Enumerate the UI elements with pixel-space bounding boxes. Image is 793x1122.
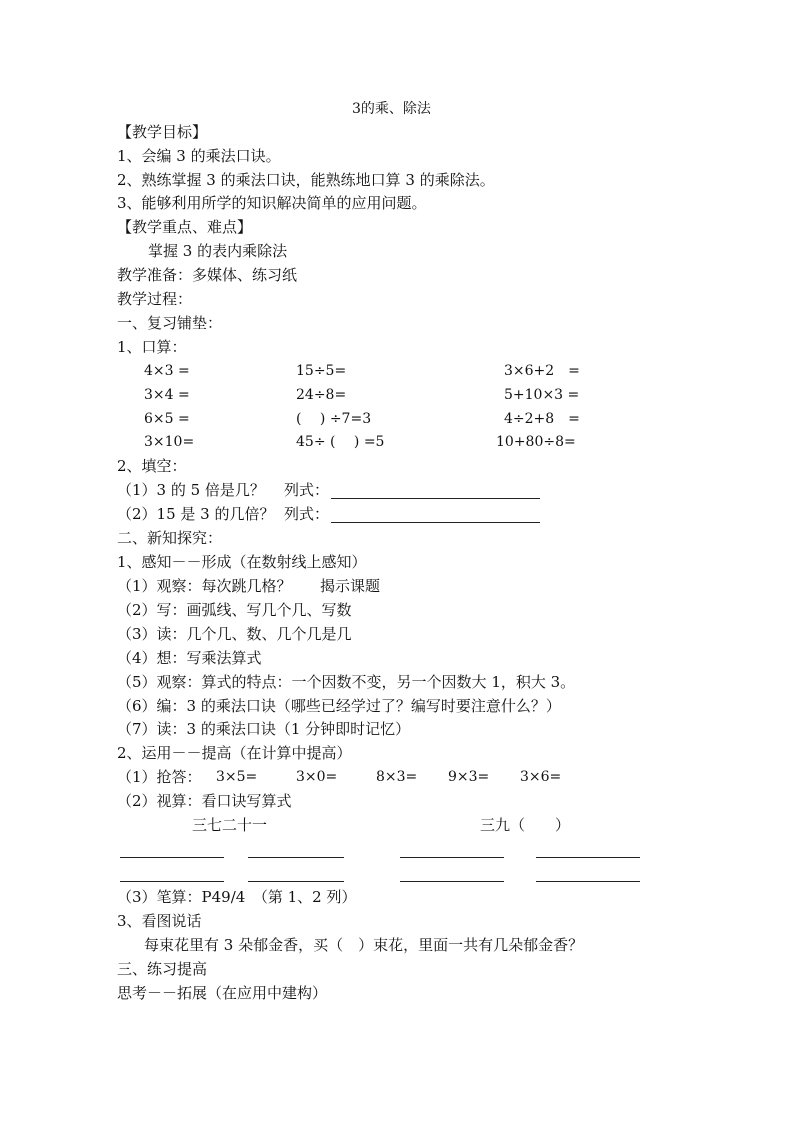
- step-4: （4）想：写乘法算式: [117, 649, 262, 667]
- answer-line[interactable]: [331, 522, 540, 523]
- goal-3: 3、能够利用所学的知识解决简单的应用问题。: [117, 194, 427, 212]
- answer-line[interactable]: [120, 857, 224, 858]
- sense-heading: 1、感知－－形成（在数射线上感知）: [117, 553, 367, 571]
- key-text: 掌握 3 的表内乘除法: [148, 242, 288, 260]
- fill-question-1: （1）3 的 5 倍是几？: [117, 481, 265, 499]
- oral-calc-heading: 1、口算：: [117, 338, 187, 356]
- oral-cell: 3×4 =: [144, 387, 190, 403]
- oral-cell: 15÷5=: [296, 363, 347, 379]
- oral-cell: 3×6+2 =: [504, 363, 580, 379]
- fill-heading: 2、填空：: [117, 457, 187, 475]
- oral-cell: 5+10×3 =: [504, 387, 580, 403]
- step-7: （7）读：3 的乘法口诀（1 分钟即时记忆）: [117, 720, 411, 738]
- written-calc: （3）笔算：P49/4 （第 1、2 列）: [117, 888, 357, 906]
- rhyme-1: 三七二十一: [192, 816, 268, 834]
- part-1-heading: 一、复习铺垫：: [117, 314, 223, 332]
- step-3: （3）读：几个几、数、几个几是几: [117, 625, 352, 643]
- quick-item: 9×3=: [448, 769, 490, 785]
- quick-label: （1）抢答：: [117, 768, 202, 786]
- oral-cell: 24÷8=: [296, 387, 347, 403]
- answer-line[interactable]: [120, 881, 224, 882]
- quick-item: 3×6=: [520, 769, 562, 785]
- oral-cell: 10+80÷8=: [496, 434, 576, 450]
- answer-line[interactable]: [400, 881, 504, 882]
- fill-question-2: （2）15 是 3 的几倍？: [117, 505, 275, 523]
- step-2: （2）写：画弧线、写几个几、写数: [117, 601, 352, 619]
- oral-cell: 4÷2+8 =: [504, 411, 580, 427]
- fill-label-2: 列式：: [284, 505, 330, 523]
- answer-line[interactable]: [248, 857, 344, 858]
- apply-heading: 2、运用－－提高（在计算中提高）: [117, 744, 352, 762]
- answer-line[interactable]: [536, 857, 640, 858]
- oral-cell: 4×3 =: [144, 363, 190, 379]
- answer-line[interactable]: [536, 881, 640, 882]
- oral-cell: 3×10=: [144, 434, 195, 450]
- oral-cell: 6×5 =: [144, 411, 190, 427]
- step-1: （1）观察：每次跳几格？: [117, 577, 292, 595]
- prep-text: 教学准备：多媒体、练习纸: [117, 266, 298, 284]
- goals-heading: 【教学目标】: [117, 123, 208, 141]
- think-text: 思考－－拓展（在应用中建构）: [117, 984, 328, 1002]
- quick-item: 3×5=: [216, 769, 258, 785]
- answer-line[interactable]: [331, 498, 540, 499]
- quick-item: 8×3=: [376, 769, 418, 785]
- process-text: 教学过程：: [117, 290, 193, 308]
- step-1-note: 揭示课题: [320, 577, 381, 595]
- goal-1: 1、会编 3 的乘法口诀。: [117, 147, 281, 165]
- page-title: 3的乘、除法: [352, 101, 431, 117]
- picture-heading: 3、看图说话: [117, 912, 202, 930]
- step-5: （5）观察：算式的特点：一个因数不变，另一个因数大 1，积大 3。: [117, 673, 576, 691]
- goal-2: 2、熟练掌握 3 的乘法口诀，能熟练地口算 3 的乘除法。: [117, 171, 495, 189]
- picture-text: 每束花里有 3 朵郁金香，买（ ）束花，里面一共有几朵郁金香？: [144, 936, 584, 954]
- key-heading: 【教学重点、难点】: [117, 218, 253, 236]
- answer-line[interactable]: [400, 857, 504, 858]
- quick-item: 3×0=: [296, 769, 338, 785]
- fill-label-1: 列式：: [284, 481, 330, 499]
- part-2-heading: 二、新知探究：: [117, 529, 223, 547]
- view-heading: （2）视算：看口诀写算式: [117, 792, 292, 810]
- oral-cell: ( ) ÷7=3: [296, 411, 372, 427]
- answer-line[interactable]: [248, 881, 344, 882]
- step-6: （6）编：3 的乘法口诀（哪些已经学过了？编写时要注意什么？）: [117, 697, 561, 715]
- oral-cell: 45÷ ( ) =5: [296, 434, 385, 450]
- part-3-heading: 三、练习提高: [117, 960, 208, 978]
- rhyme-2: 三九（ ）: [480, 816, 571, 834]
